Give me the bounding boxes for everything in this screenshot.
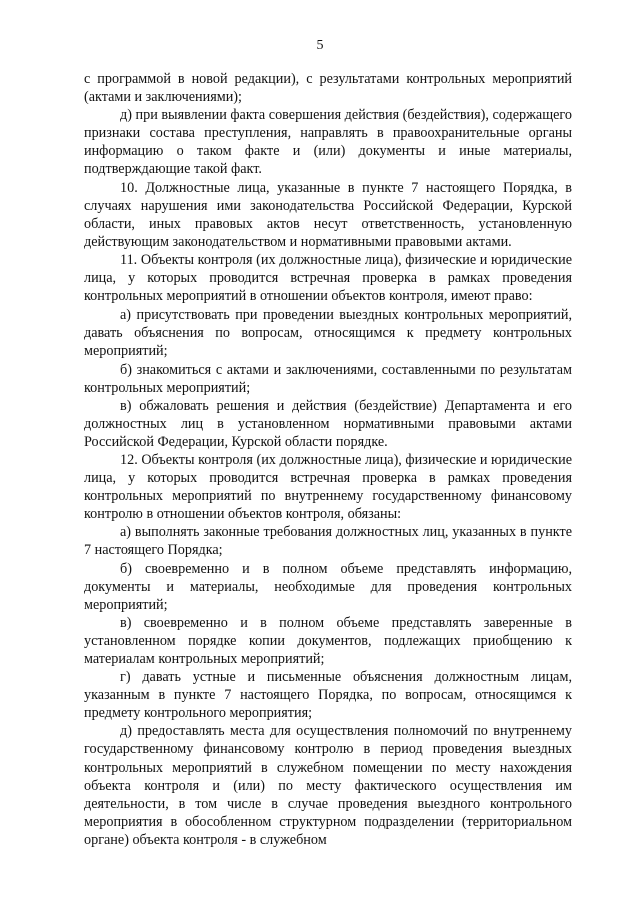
paragraph-11-item-a: а) присутствовать при проведении выездных контрольных мероприятий, давать объяснения по вопросам, относящимся к предмету контрольных мероприятий;	[84, 307, 572, 360]
paragraph-12-item-c: в) своевременно и в полном объеме представлять заверенные в установленном порядке копии документов, подлежащих приобщению к материалам контрольных мероприятий;	[84, 614, 572, 667]
paragraph-12-item-g: г) давать устные и письменные объяснения должностным лицам, указанным в пункте 7 настоящего Порядка, по вопросам, относящимся к предмету контрольного мероприятия;	[84, 669, 572, 722]
paragraph-continuation: с программой в новой редакции), с результатами контрольных мероприятий (актами и заключениями);	[84, 71, 572, 106]
paragraph-11: 11. Объекты контроля (их должностные лица), физические и юридические лица, у которых проводится встречная проверка в рамках проведения контрольных мероприятий в отношении объектов контроля, имеют право:	[84, 251, 572, 305]
document-body	[84, 70, 572, 849]
paragraph-12: 12. Объекты контроля (их должностные лица), физические и юридические лица, у которых проводится встречная проверка в рамках проведения контрольных мероприятий по внутреннему государственному финансовому контролю в отношении объектов контроля, обязаны:	[84, 451, 572, 523]
paragraph-12-item-a: а) выполнять законные требования должностных лиц, указанных в пункте 7 настоящего Порядка;	[84, 524, 572, 559]
paragraph-11-item-b: б) знакомиться с актами и заключениями, составленными по результатам контрольных мероприятий;	[84, 361, 572, 396]
paragraph-12-item-d: д) предоставлять места для осуществления полномочий по внутреннему государственному финансовому контролю в период проведения выездных контрольных мероприятий в служебном помещении по месту нахождения объекта контроля и (или) по месту фактического осуществления им деятельности, в том числе в случае проведения выездного контрольного мероприятия в обособленном структурном подразделении (территориальном органе) объекта контроля - в служебном	[84, 723, 572, 848]
page-number: 5	[316, 38, 324, 53]
paragraph-12-item-b: б) своевременно и в полном объеме представлять информацию, документы и материалы, необходимые для проведения контрольных мероприятий;	[84, 560, 572, 613]
paragraph-10: 10. Должностные лица, указанные в пункте 7 настоящего Порядка, в случаях нарушения ими законодательства Российской Федерации, Курской области, иных правовых актов несут ответственность, установленную действующим законодательством и нормативными правовыми актами.	[84, 179, 572, 250]
paragraph-11-item-c: в) обжаловать решения и действия (бездействие) Департамента и его должностных лиц в установленном нормативными правовыми актами Российской Федерации, Курской области порядке.	[84, 397, 572, 450]
paragraph-item-d-report: д) при выявлении факта совершения действия (бездействия), содержащего признаки состава преступления, направлять в правоохранительные органы информацию о таком факте и (или) документы и иные материалы, подтверждающие такой факт.	[84, 107, 572, 178]
